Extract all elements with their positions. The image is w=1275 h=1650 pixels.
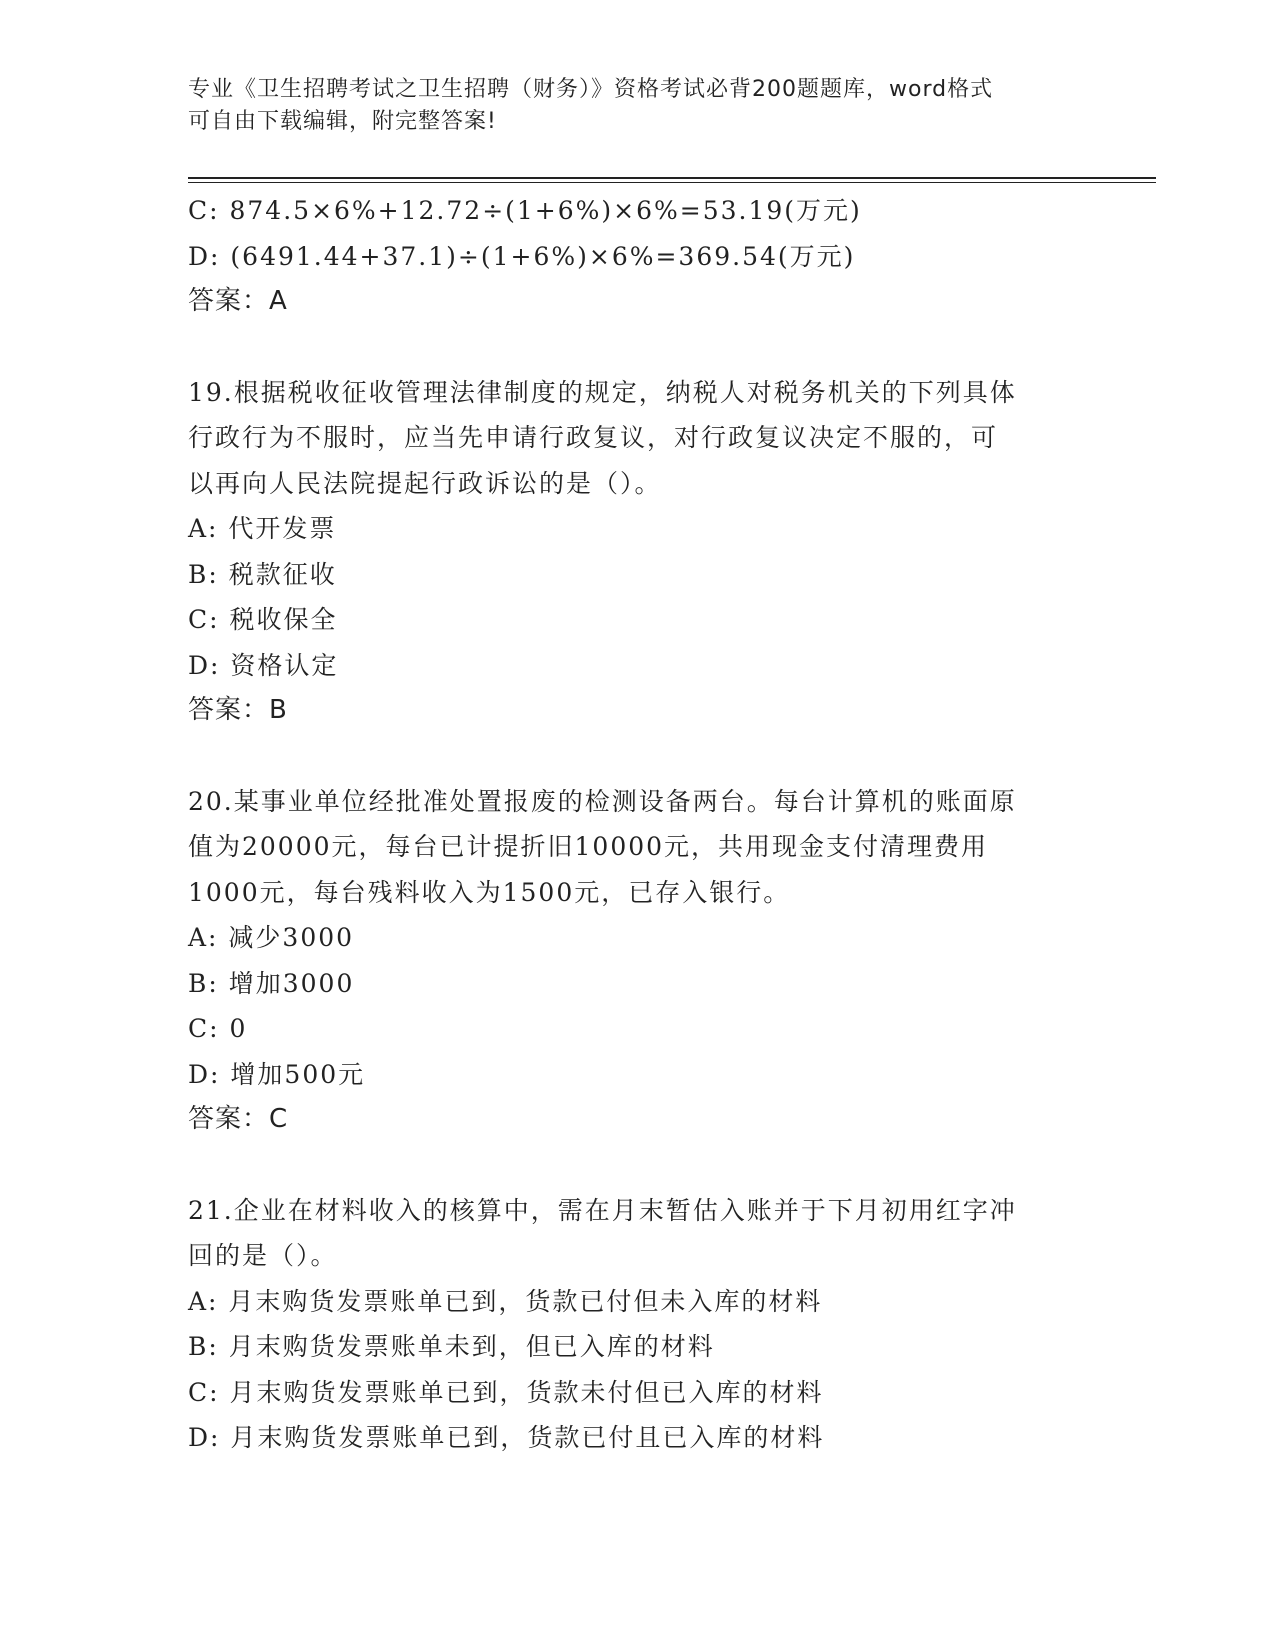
question-text-line: 21.企业在材料收入的核算中，需在月末暂估入账并于下月初用红字冲 [188,1195,1017,1225]
option-c: C: 0 [188,1014,248,1043]
question-text-line: 行政行为不服时，应当先申请行政复议，对行政复议决定不服的，可 [188,423,999,452]
question-20 [188,779,1088,1143]
question-text-line: 以再向人民法院提起行政诉讼的是（）。 [188,468,662,498]
option-c: C: 月末购货发票账单已到，货款未付但已入库的材料 [188,1377,824,1407]
option-c: C: 874.5×6%+12.72÷(1+6%)×6%=53.19(万元) [188,196,862,225]
option-c: C: 税收保全 [188,605,338,634]
option-a: A: 代开发票 [188,514,337,543]
option-d: D: 月末购货发票账单已到，货款已付且已入库的材料 [188,1423,825,1452]
option-d: D: 增加500元 [188,1059,366,1089]
question-text [188,370,1088,507]
option-a: A: 月末购货发票账单已到，货款已付但未入库的材料 [188,1286,823,1316]
document-body [188,188,1088,1461]
option-b: B: 增加3000 [188,968,355,998]
option-d: D: 资格认定 [188,650,339,680]
question-text-line: 值为20000元，每台已计提折旧10000元，共用现金支付清理费用 [188,832,989,861]
option-b: B: 税款征收 [188,559,337,589]
option-d: D: (6491.44+37.1)÷(1+6%)×6%=369.54(万元) [188,241,856,271]
prev-question-tail [188,188,1088,325]
question-19 [188,370,1088,734]
header-line-2: 可自由下载编辑，附完整答案! [188,109,497,134]
question-text-line: 19.根据税收征收管理法律制度的规定，纳税人对税务机关的下列具体 [188,377,1017,407]
answer-line: 答案：B [188,695,288,725]
question-text [188,1188,1088,1279]
option-a: A: 减少3000 [188,923,355,952]
question-text-line: 1000元，每台残料收入为1500元，已存入银行。 [188,877,791,907]
document-header [188,74,1068,138]
header-divider-thick [188,177,1156,179]
answer-line: 答案：C [188,1104,289,1134]
answer-line: 答案：A [188,286,288,316]
question-text-line: 回的是（）。 [188,1241,338,1270]
question-text [188,779,1088,916]
question-text-line: 20.某事业单位经批准处置报废的检测设备两台。每台计算机的账面原 [188,786,1017,816]
header-divider-thin [188,182,1156,183]
option-b: B: 月末购货发票账单未到，但已入库的材料 [188,1332,715,1361]
header-line-1: 专业《卫生招聘考试之卫生招聘（财务）》资格考试必背200题题库，word格式 [188,77,994,102]
question-21 [188,1188,1088,1461]
